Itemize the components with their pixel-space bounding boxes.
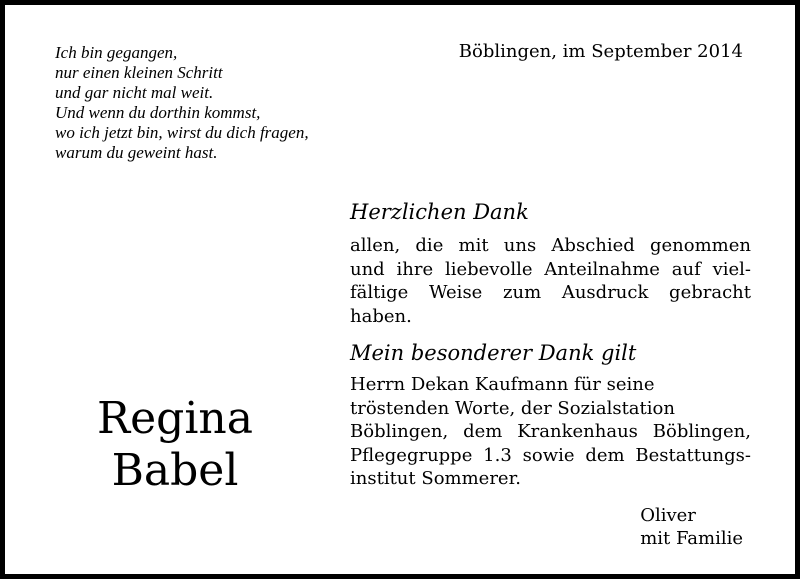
thanks-text — [350, 234, 751, 328]
thanks-line: haben. — [350, 305, 412, 327]
poem-line: und gar nicht mal weit. — [55, 83, 214, 102]
deceased-first-name: Regina — [97, 393, 253, 444]
thanks-heading: Herzlichen Dank — [350, 200, 529, 224]
deceased-name — [80, 393, 270, 497]
signature-name: Oliver — [640, 505, 696, 526]
signature-family: mit Familie — [640, 528, 743, 549]
poem-line: Und wenn du dorthin kommst, — [55, 103, 261, 122]
deceased-last-name: Babel — [111, 445, 239, 496]
thanks-line: und ihre liebevolle Anteilnahme auf viel- — [350, 258, 751, 280]
poem-line: wo ich jetzt bin, wirst du dich fragen, — [55, 123, 309, 142]
poem — [55, 43, 309, 163]
place-and-date: Böblingen, im September 2014 — [458, 41, 743, 62]
special-thanks-line: Böblingen, dem Krankenhaus Böblingen, — [350, 421, 751, 442]
poem-line: nur einen kleinen Schritt — [55, 63, 223, 82]
special-thanks-text — [350, 373, 751, 491]
special-thanks-line: Herrn Dekan Kaufmann für seine — [350, 374, 655, 395]
special-thanks-heading: Mein besonderer Dank gilt — [350, 341, 637, 365]
thanks-line: fältige Weise zum Ausdruck gebracht — [350, 282, 751, 303]
thanks-line: allen, die mit uns Abschied genommen — [350, 235, 751, 256]
signature — [640, 504, 743, 550]
special-thanks-line: Pflegegruppe 1.3 sowie dem Bestattungs- — [350, 444, 751, 466]
special-thanks-line: tröstenden Worte, der Sozialstation — [350, 397, 675, 419]
poem-line: Ich bin gegangen, — [55, 43, 178, 62]
special-thanks-line: institut Sommerer. — [350, 468, 521, 489]
poem-line: warum du geweint hast. — [55, 143, 218, 162]
